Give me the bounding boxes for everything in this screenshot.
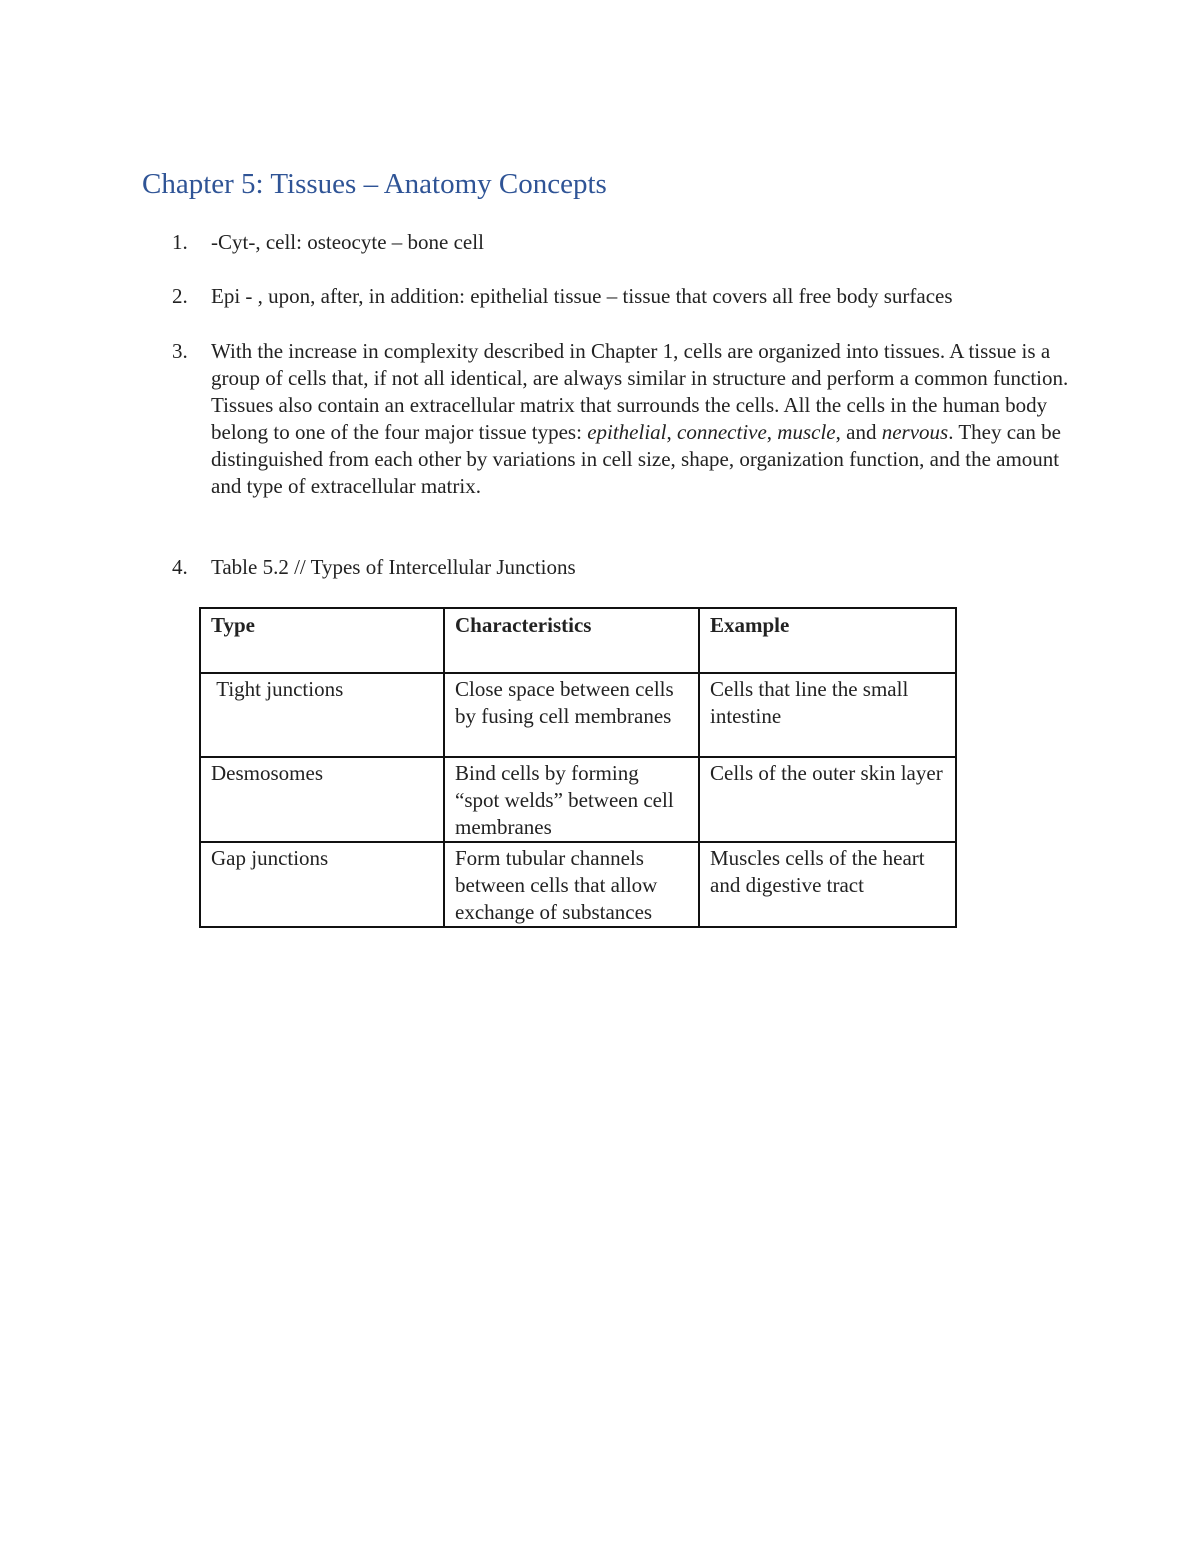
list-item bbox=[172, 283, 1072, 310]
list-item bbox=[172, 229, 1072, 256]
term-epithelial: epithelial bbox=[587, 420, 667, 444]
list-item-text: -Cyt-, cell: osteocyte – bone cell bbox=[211, 230, 484, 254]
table-cell-characteristics: Bind cells by forming “spot welds” between cell membranes bbox=[444, 757, 699, 842]
column-header-example: Example bbox=[699, 608, 956, 673]
list-number: 3. bbox=[172, 339, 188, 363]
list-number: 4. bbox=[172, 555, 188, 579]
tissue-definition-paragraph bbox=[211, 338, 1072, 500]
junctions-table bbox=[199, 607, 957, 928]
list-item-text: Epi - , upon, after, in addition: epithelial tissue – tissue that covers all free body surfaces bbox=[211, 284, 953, 308]
table-cell-type: Tight junctions bbox=[200, 673, 444, 757]
table-cell-type: Desmosomes bbox=[200, 757, 444, 842]
paragraph-text: With the increase in complexity described in Chapter 1, cells are organized into tissues. A tissue is a group of cells that, if not all identical, are always similar in structure and perform a common function. Tissues also contain an extracellular matrix that surrounds the cells. All the cells in the human body belong to one of the four major tissue types: bbox=[211, 339, 1069, 444]
term-muscle: muscle bbox=[777, 420, 836, 444]
list-number: 2. bbox=[172, 284, 188, 308]
table-cell-type: Gap junctions bbox=[200, 842, 444, 927]
table-cell-characteristics: Form tubular channels between cells that allow exchange of substances bbox=[444, 842, 699, 927]
table-cell-example: Cells that line the small intestine bbox=[699, 673, 956, 757]
column-header-type: Type bbox=[200, 608, 444, 673]
column-header-characteristics: Characteristics bbox=[444, 608, 699, 673]
list-number: 1. bbox=[172, 230, 188, 254]
page-title: Chapter 5: Tissues – Anatomy Concepts bbox=[142, 168, 607, 200]
table-cell-example: Cells of the outer skin layer bbox=[699, 757, 956, 842]
table-caption: Table 5.2 // Types of Intercellular Junctions bbox=[211, 555, 576, 579]
table-header-row bbox=[200, 608, 956, 673]
list-item bbox=[172, 554, 1072, 581]
paragraph-text: . They can be distinguished from each other by variations in cell size, shape, organization function, and the amount and type of extracellular matrix. bbox=[211, 420, 1061, 498]
term-connective: connective bbox=[677, 420, 767, 444]
list-item bbox=[172, 338, 1072, 500]
table-row bbox=[200, 673, 956, 757]
table-row bbox=[200, 757, 956, 842]
table-cell-characteristics: Close space between cells by fusing cell membranes bbox=[444, 673, 699, 757]
table-cell-example: Muscles cells of the heart and digestive tract bbox=[699, 842, 956, 927]
term-nervous: nervous bbox=[881, 420, 949, 444]
term-separator: , bbox=[666, 420, 678, 444]
term-separator: , bbox=[766, 420, 778, 444]
term-separator: , and bbox=[835, 420, 882, 444]
table-row bbox=[200, 842, 956, 927]
